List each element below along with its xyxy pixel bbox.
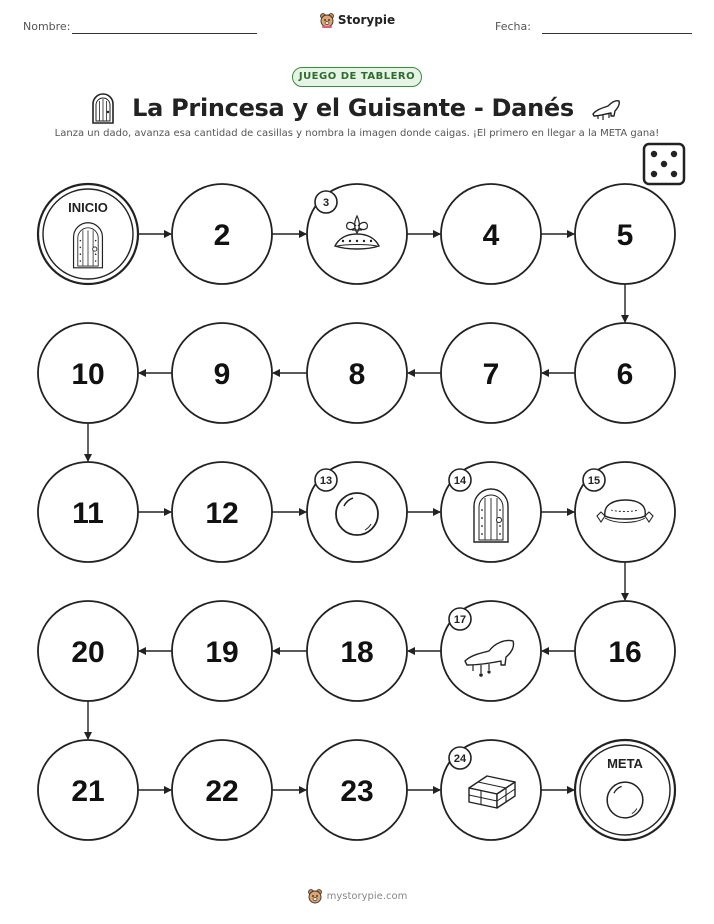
space-number: 8 bbox=[348, 358, 366, 391]
space-number: 17 bbox=[453, 614, 467, 626]
game-type-badge: JUEGO DE TABLERO bbox=[292, 67, 422, 87]
space-number: 24 bbox=[453, 753, 467, 765]
board-space bbox=[441, 740, 541, 840]
board-space bbox=[38, 462, 138, 562]
space-number: 6 bbox=[616, 358, 634, 391]
board-space bbox=[172, 601, 272, 701]
board-space bbox=[575, 601, 675, 701]
name-label: Nombre: bbox=[23, 20, 71, 33]
space-number: 3 bbox=[322, 197, 330, 209]
space-number: 19 bbox=[205, 636, 239, 669]
space-number: 20 bbox=[71, 636, 105, 669]
board-space bbox=[441, 184, 541, 284]
space-number: 23 bbox=[340, 775, 374, 808]
space-number: 18 bbox=[340, 636, 374, 669]
board-space bbox=[172, 462, 272, 562]
board-space bbox=[307, 462, 407, 562]
board-space bbox=[307, 740, 407, 840]
instructions: Lanza un dado, avanza esa cantidad de casillas y nombra la imagen donde caigas. ¡El primero en llegar a la META gana! bbox=[54, 128, 660, 139]
board-space bbox=[441, 323, 541, 423]
footer-url: mystorypie.com bbox=[326, 890, 408, 902]
board-space bbox=[172, 740, 272, 840]
pea-icon bbox=[336, 493, 378, 535]
board-space bbox=[307, 184, 407, 284]
board-space bbox=[38, 323, 138, 423]
board-space bbox=[38, 184, 138, 284]
space-number: 15 bbox=[587, 475, 601, 487]
space-number: 16 bbox=[608, 636, 642, 669]
space-number: 13 bbox=[319, 475, 333, 487]
board-space bbox=[307, 601, 407, 701]
space-number: 7 bbox=[482, 358, 500, 391]
board-space bbox=[575, 323, 675, 423]
board-space bbox=[575, 184, 675, 284]
space-number: 2 bbox=[213, 219, 231, 252]
pea-icon bbox=[607, 782, 643, 818]
door-icon bbox=[474, 489, 508, 542]
space-number: 4 bbox=[482, 219, 500, 252]
board-space bbox=[38, 740, 138, 840]
date-label: Fecha: bbox=[495, 20, 531, 33]
space-number: 9 bbox=[213, 358, 231, 391]
brand-name: Storypie bbox=[337, 13, 396, 27]
space-number: 14 bbox=[453, 475, 467, 487]
board-space bbox=[172, 323, 272, 423]
page-title: La Princesa y el Guisante - Danés bbox=[132, 94, 574, 122]
space-number: 10 bbox=[71, 358, 105, 391]
goal-label: META bbox=[607, 756, 643, 771]
board-space bbox=[441, 601, 541, 701]
space-number: 21 bbox=[71, 775, 105, 808]
space-number: 11 bbox=[72, 497, 104, 530]
bear-logo-icon bbox=[307, 888, 323, 904]
space-number: 22 bbox=[205, 775, 239, 808]
start-label: INICIO bbox=[68, 200, 108, 215]
board-space bbox=[575, 462, 675, 562]
door-icon bbox=[74, 223, 103, 268]
board-space bbox=[441, 462, 541, 562]
space-number: 5 bbox=[616, 219, 634, 252]
board-space bbox=[38, 601, 138, 701]
space-number: 12 bbox=[205, 497, 239, 530]
board-space bbox=[172, 184, 272, 284]
footer bbox=[0, 888, 714, 908]
board-space bbox=[575, 740, 675, 840]
board-space bbox=[307, 323, 407, 423]
